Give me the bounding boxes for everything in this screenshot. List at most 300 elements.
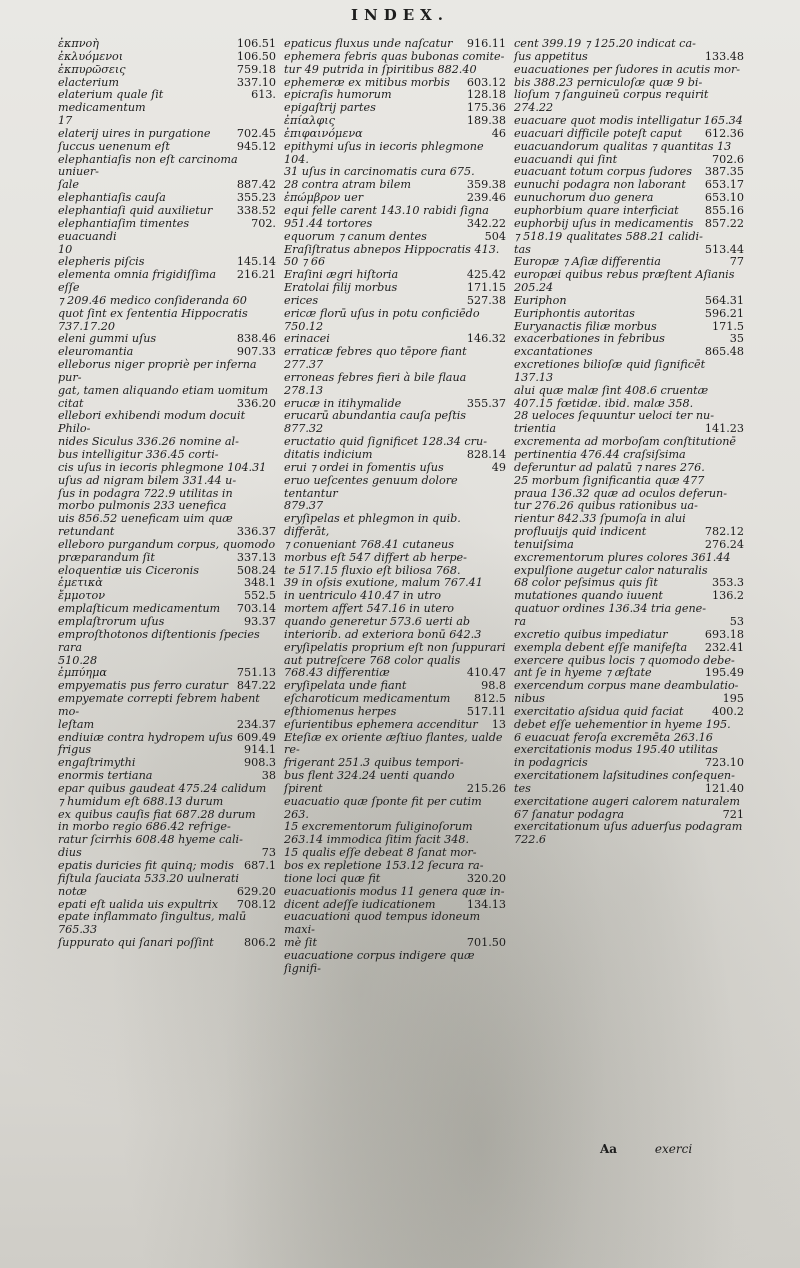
index-entry-text: tes xyxy=(514,781,531,795)
index-entry-text: 407.15 fœtidæ. ibid. malæ 358. xyxy=(514,396,694,410)
index-entry-reference: 35 xyxy=(729,332,744,346)
index-entry-text: elacterium xyxy=(58,75,119,89)
index-entry-text: epati eſt ualida uis expultrix xyxy=(58,897,219,911)
index-entry-text: exacerbationes in febribus xyxy=(514,332,665,346)
index-entry-text: engaſtrimythi xyxy=(58,756,136,770)
index-entry-reference: 336.20 xyxy=(236,396,276,410)
index-entry-text: eryſipelata unde fiant xyxy=(284,679,407,693)
index-entry-reference: 73 xyxy=(261,846,276,860)
index-entry-reference: 128.18 xyxy=(466,88,506,102)
index-entry-text: emproſthotonos diſtentionis ſpecies rara xyxy=(58,627,260,654)
index-entry-text: ratur ſcirrhis 608.48 hyeme cali- xyxy=(58,833,243,847)
index-entry-text: enormis tertiana xyxy=(58,769,153,783)
index-entry-text: bus intelligitur 336.45 corti- xyxy=(58,448,219,461)
index-entry-reference: 527.38 xyxy=(466,293,506,307)
index-entry-text: 510.28 xyxy=(58,653,98,667)
index-column-2 xyxy=(284,38,506,976)
index-entry-reference: 348.1 xyxy=(243,576,276,590)
index-entry-text: elementa omnia frigidiſſima eſſe xyxy=(58,268,217,295)
index-entry-reference: 723.10 xyxy=(704,756,744,770)
index-entry-text: endiuiæ contra hydropem uſus xyxy=(58,730,233,744)
index-entry-reference: 629.20 xyxy=(236,884,276,898)
index-entry-text: euacuationi quod tempus idoneum maxi- xyxy=(284,910,481,937)
index-entry-reference: 751.13 xyxy=(236,666,276,680)
index-entry-reference: 828.14 xyxy=(466,448,506,461)
index-entry-text: tur 49 putrida in ſpiritibus 882.40 xyxy=(284,62,477,76)
index-entry-reference: 806.2 xyxy=(243,936,276,950)
index-entry-reference: 703.14 xyxy=(236,602,276,616)
index-entry-text: 50 ⁊ 66 xyxy=(284,255,326,269)
index-entry-text: frigerant 251.3 quibus tempori- xyxy=(284,756,464,770)
index-entry-text: citat xyxy=(58,396,84,410)
index-entry-text: bos ex repletione 153.12 ſecura ra- xyxy=(284,859,484,872)
index-entry-text: præparandum ſit xyxy=(58,550,155,564)
catchword: exerci xyxy=(654,1142,693,1156)
index-entry-reference: 136.2 xyxy=(711,589,744,603)
index-entry-text: eloquentiæ uis Ciceronis xyxy=(58,563,199,577)
index-entry-reference: 887.42 xyxy=(236,178,276,192)
index-entry-reference: 146.32 xyxy=(466,332,506,346)
index-entry-text: 15 qualis eſſe debeat 8 ſanat mor- xyxy=(284,846,477,860)
index-entry-text: mè ſit xyxy=(284,936,317,950)
index-entry-text: ephemeræ ex mitibus morbis xyxy=(284,75,450,89)
index-entry-text: europæi quibus rebus præſtent Aſianis xyxy=(514,268,735,282)
index-entry-reference: 175.36 xyxy=(466,101,506,115)
index-entry-text: 951.44 tortores xyxy=(284,216,373,230)
index-entry-reference: 907.33 xyxy=(236,345,276,359)
index-entry xyxy=(514,834,744,847)
index-entry-text: elephantiaſis non eſt carcinoma uniuer- xyxy=(58,152,238,179)
index-entry xyxy=(284,410,506,436)
index-entry-text: retundant xyxy=(58,525,115,539)
index-entry-reference: 216.21 xyxy=(236,268,276,282)
index-entry-text: 28 ueloces ſequuntur ueloci ter nu- xyxy=(514,409,715,423)
index-entry-text: equorum ⁊ canum dentes xyxy=(284,229,427,243)
index-entry-reference: 612.36 xyxy=(704,126,744,140)
page-footer xyxy=(600,1142,740,1156)
index-entry-text: ephemera febris quas bubonas comite- xyxy=(284,49,505,63)
index-entry-text: mortem affert 547.16 in utero xyxy=(284,602,455,616)
index-entry-reference: 847.22 xyxy=(236,679,276,693)
index-entry xyxy=(58,693,276,719)
index-entry-text: Eratolai filij morbus xyxy=(284,281,398,295)
index-entry-text: epigaſtrij partes xyxy=(284,101,376,115)
index-entry xyxy=(284,475,506,501)
index-entry-reference: 276.24 xyxy=(704,537,744,551)
index-entry xyxy=(284,308,506,334)
index-entry-text: elephantiaſim timentes euacuandi xyxy=(58,216,190,243)
signature-mark: Aa xyxy=(600,1142,618,1156)
index-entry-reference: 338.52 xyxy=(236,203,276,217)
index-entry-text: fiſtula ſauciata 533.20 uulnerati xyxy=(58,871,239,885)
index-entry-text: tur 276.26 quibus rationibus ua- xyxy=(514,499,698,513)
index-entry xyxy=(58,873,276,886)
index-entry-reference: 355.37 xyxy=(466,396,506,410)
index-entry-text: ⁊ conueniant 768.41 cutaneus xyxy=(284,537,454,551)
index-entry-text: dius xyxy=(58,846,82,860)
index-entry-text: erices xyxy=(284,293,319,307)
index-entry-text: excrementorum plures colores 361.44 xyxy=(514,550,731,564)
index-entry-reference: 355.23 xyxy=(236,191,276,205)
index-entry-text: morbus eſt 547 differt ab herpe- xyxy=(284,550,467,564)
index-entry xyxy=(58,937,276,950)
index-entry-reference: 134.13 xyxy=(466,897,506,911)
index-entry-reference: 141.23 xyxy=(704,422,744,436)
index-entry-text: euacuationes per ſudores in acutis mor- xyxy=(514,62,741,76)
index-entry-text: ex quibus cauſis fiat 687.28 durum xyxy=(58,807,256,821)
index-entry-text: 205.24 xyxy=(514,281,554,295)
index-entry-text: eryſipelatis proprium eſt non ſuppurari xyxy=(284,640,506,654)
index-entry-text: eleni gummi uſus xyxy=(58,332,157,346)
index-entry-text: ἐμπύημα xyxy=(58,666,107,680)
index-entry-text: deferuntur ad palatū ⁊ nares 276. xyxy=(514,460,705,474)
index-entry xyxy=(284,732,506,758)
index-entry-text: excrementa ad morboſam conſtitutionē xyxy=(514,435,737,449)
index-entry-text: frigus xyxy=(58,743,92,757)
index-entry-text: cis uſus in iecoris phlegmone 104.31 xyxy=(58,460,267,474)
index-entry-reference: 613. xyxy=(251,88,276,102)
index-entry-text: trientia xyxy=(514,422,556,436)
index-entry-reference: 782.12 xyxy=(704,525,744,539)
index-entry-text: uſus ad nigram bilem 331.44 u- xyxy=(58,473,237,487)
index-entry-text: ⁊ 518.19 qualitates 588.21 calidi- xyxy=(514,229,703,243)
index-entry-text: quot ſint ex ſententia Hippocratis xyxy=(58,306,248,320)
index-entry-reference: 855.16 xyxy=(704,203,744,217)
index-entry-reference: 517.11 xyxy=(466,704,506,718)
index-entry-text: ſus appetitus xyxy=(514,49,588,63)
index-entry-text: alui quæ malæ ſint 408.6 cruentæ xyxy=(514,383,709,397)
index-entry-reference: 425.42 xyxy=(466,268,506,282)
index-entry-reference: 552.5 xyxy=(243,589,276,603)
index-entry-text: epate inflammato ſingultus, malū 765.33 xyxy=(58,910,247,937)
index-entry-text: ἐκλυόμενοι xyxy=(58,49,124,63)
index-entry-text: Euriphontis autoritas xyxy=(514,306,635,320)
index-entry-text: profluuijs quid indicent xyxy=(514,525,647,539)
index-entry-text: ſuppurato qui ſanari poſſint xyxy=(58,936,214,950)
index-entry-text: 274.22 xyxy=(514,101,554,115)
index-entry xyxy=(514,821,744,834)
index-entry-text: eſthiomenus herpes xyxy=(284,704,397,718)
index-entry-text: euphorbij uſus in medicamentis xyxy=(514,216,694,230)
index-entry-text: exercendum corpus mane deambulatio- xyxy=(514,679,739,693)
index-entry xyxy=(284,141,506,167)
index-entry-text: te 517.15 fluxio eſt biliosa 768. xyxy=(284,563,461,577)
index-entry-text: tas xyxy=(514,242,531,256)
index-entry-reference: 857.22 xyxy=(704,216,744,230)
index-entry-text: Eraſini ægri hiſtoria xyxy=(284,268,399,282)
index-entry-text: epaticus fluxus unde naſcatur xyxy=(284,37,453,50)
index-entry xyxy=(58,89,276,115)
index-entry-text: 31 uſus in carcinomatis cura 675. xyxy=(284,165,475,179)
index-entry-text: erroneas febres fieri à bile flaua 278.13 xyxy=(284,370,467,397)
index-entry-reference: 337.13 xyxy=(236,550,276,564)
index-entry-reference: 513.44 xyxy=(704,242,744,256)
index-entry xyxy=(284,513,506,539)
index-entry-text: 879.37 xyxy=(284,499,324,513)
index-entry xyxy=(284,346,506,372)
index-entry-text: erucarū abundantia cauſa peſtis 877.32 xyxy=(284,409,467,436)
index-entry-text: ἔμμοτον xyxy=(58,589,106,603)
index-entry-reference: 708.12 xyxy=(236,897,276,911)
index-entry-text: Euryanactis filiæ morbus xyxy=(514,319,657,333)
index-entry-text: excantationes xyxy=(514,345,593,359)
index-entry-reference: 609.49 xyxy=(236,730,276,744)
index-entry-text: elleborus niger propriè per inferna pur- xyxy=(58,358,257,384)
index-entry-text: bis 388.23 perniculoſæ quæ 9 bi- xyxy=(514,75,703,89)
index-entry xyxy=(58,154,276,180)
index-entry-text: epicraſis humorum xyxy=(284,88,392,102)
index-entry-text: epithymi uſus in iecoris phlegmone 104. xyxy=(284,139,484,166)
index-entry-text: ⁊ 209.46 medico conſideranda 60 xyxy=(58,293,247,307)
index-entry-text: elleboro purgandum corpus, quomodo xyxy=(58,537,276,551)
index-entry-text: expulſione augetur calor naturalis xyxy=(514,563,708,577)
index-entry xyxy=(284,911,506,937)
index-entry xyxy=(58,385,276,398)
index-entry-text: excretio quibus impediatur xyxy=(514,627,668,641)
index-entry-text: euacuant totum corpus ſudores xyxy=(514,165,692,179)
index-entry-text: 10 xyxy=(58,242,73,256)
index-entry-reference: 320.20 xyxy=(466,871,506,885)
index-entry-text: emplaſtrorum uſus xyxy=(58,614,165,628)
index-entry-text: Euriphon xyxy=(514,293,567,307)
index-entry-text: euacuari difficile poteſt caput xyxy=(514,126,682,140)
index-entry-text: euacuationis modus 11 genera quæ in- xyxy=(284,884,505,898)
index-entry-text: ſpirent xyxy=(284,781,323,795)
index-entry-reference: 693.18 xyxy=(704,627,744,641)
index-entry-text: 25 morbum ſignificantia quæ 477 xyxy=(514,473,705,487)
index-entry-reference: 410.47 xyxy=(466,666,506,680)
index-entry-text: interiorib. ad exteriora bonū 642.3 xyxy=(284,627,482,641)
index-entry xyxy=(514,231,744,244)
index-entry-reference: 13 xyxy=(491,717,506,731)
index-entry xyxy=(284,950,506,976)
index-entry-text: euacuatio quæ ſponte fit per cutim 263. xyxy=(284,794,482,821)
index-entry-text: in morbo regio 686.42 refrige- xyxy=(58,820,231,834)
index-entry-reference: 106.50 xyxy=(236,49,276,63)
index-entry xyxy=(514,770,744,783)
index-entry-reference: 653.10 xyxy=(704,191,744,205)
index-entry-text: eructatio quid ſignificet 128.34 cru- xyxy=(284,435,487,449)
index-entry-text: erinacei xyxy=(284,332,330,346)
index-entry xyxy=(58,834,276,847)
index-entry-reference: 171.5 xyxy=(711,319,744,333)
index-entry-reference: 812.5 xyxy=(473,692,506,706)
index-entry-reference: 195 xyxy=(722,692,744,706)
index-entry-text: erui ⁊ ordei in fomentis uſus xyxy=(284,460,444,474)
index-entry-text: ἐπίαλφις xyxy=(284,114,335,128)
index-entry-reference: 721 xyxy=(722,807,744,821)
index-entry-reference: 508.24 xyxy=(236,563,276,577)
index-entry-text: tenuiſsima xyxy=(514,537,574,551)
index-entry-text: euacuandi qui ſint xyxy=(514,152,618,166)
index-entry-text: 28 contra atram bilem xyxy=(284,178,411,192)
index-entry-reference: 121.40 xyxy=(704,781,744,795)
index-entry-text: nides Siculus 336.26 nomine al- xyxy=(58,435,239,449)
index-entry-text: euacuatione corpus indigere quæ ſignifi- xyxy=(284,948,475,975)
index-entry-text: pertinentia 476.44 craſsiſsima xyxy=(514,448,686,461)
index-entry-text: ellebori exhibendi modum docuit Philo- xyxy=(58,409,246,436)
index-entry xyxy=(284,796,506,822)
index-entry-text: emplaſticum medicamentum xyxy=(58,602,221,616)
index-entry-text: ἐμετικὰ xyxy=(58,576,103,590)
index-entry-text: in uentriculo 410.47 in utro xyxy=(284,589,441,603)
index-entry-text: quando generetur 573.6 uerti ab xyxy=(284,614,471,628)
index-entry-reference: 653.17 xyxy=(704,178,744,192)
index-entry-text: ſale xyxy=(58,178,80,192)
index-entry-text: empyematis pus ferro curatur xyxy=(58,679,228,693)
index-entry-reference: 337.10 xyxy=(236,75,276,89)
index-entry-reference: 865.48 xyxy=(704,345,744,359)
index-entry-reference: 171.15 xyxy=(466,281,506,295)
index-entry-reference: 596.21 xyxy=(704,306,744,320)
index-entry-text: ἐπώμβρον uer xyxy=(284,191,364,205)
index-entry-text: uis 856.52 ueneficam uim quæ xyxy=(58,512,233,526)
index-entry-text: ἐκπνοὴ xyxy=(58,37,99,50)
index-entry-text: eruo ueſcentes genuum dolore tentantur xyxy=(284,473,458,500)
index-entry-text: nibus xyxy=(514,692,545,706)
index-entry-text: Eraſiſtratus abnepos Hippocratis 413. xyxy=(284,242,500,256)
index-entry-reference: 908.3 xyxy=(243,756,276,770)
index-entry-reference: 838.46 xyxy=(236,332,276,346)
index-entry-reference: 914.1 xyxy=(243,743,276,757)
index-entry-reference: 38 xyxy=(261,769,276,783)
index-entry-text: ἐπιφαινόμενα xyxy=(284,126,363,140)
index-entry-reference: 702.45 xyxy=(236,126,276,140)
index-entry-text: empyemate correpti febrem habent mo- xyxy=(58,692,260,718)
index-entry-text: bus flent 324.24 uenti quando xyxy=(284,769,455,783)
index-entry-text: eleuromantia xyxy=(58,345,134,359)
index-entry-text: 39 in oſsis exutione, malum 767.41 xyxy=(284,576,483,590)
index-entry-text: ditatis indicium xyxy=(284,448,373,461)
index-entry xyxy=(58,359,276,385)
index-entry-text: exercere quibus locis ⁊ quomodo debe- xyxy=(514,653,735,667)
index-entry-text: ſuccus uenenum eſt xyxy=(58,139,170,153)
index-entry-text: ra xyxy=(514,614,527,628)
index-entry-text: 6 euacuat feroſa excremēta 263.16 xyxy=(514,730,713,744)
index-entry-reference: 702.6 xyxy=(711,152,744,166)
index-entry-reference: 945.12 xyxy=(236,139,276,153)
index-entry-reference: 353.3 xyxy=(711,576,744,590)
index-entry-reference: 46 xyxy=(491,126,506,140)
index-entry-reference: 564.31 xyxy=(704,293,744,307)
index-entry-text: erraticæ febres quo tēpore fiant 277.37 xyxy=(284,345,467,372)
index-entry-reference: 387.35 xyxy=(704,165,744,179)
index-entry-text: elephantiaſi quid auxilietur xyxy=(58,203,213,217)
index-entry-text: eunuchorum duo genera xyxy=(514,191,654,205)
index-entry-reference: 687.1 xyxy=(243,859,276,872)
index-entry xyxy=(514,603,744,616)
index-entry-text: rientur 842.33 ſpumoſa in alui xyxy=(514,512,686,526)
index-entry-text: ⁊ humidum eſt 688.13 durum xyxy=(58,794,224,808)
index-entry-text: elaterium quale ſit medicamentum xyxy=(58,88,164,115)
index-entry-text: 67 ſanatur podagra xyxy=(514,807,624,821)
index-entry-text: excretiones bilioſæ quid ſignificēt 137.13 xyxy=(514,358,706,384)
index-entry-reference: 342.22 xyxy=(466,216,506,230)
index-entry-reference: 106.51 xyxy=(236,37,276,50)
index-column-1 xyxy=(58,38,276,950)
index-entry-text: ἐκπυρῶσεις xyxy=(58,62,126,76)
index-entry-text: euphorbium quare interficiat xyxy=(514,203,679,217)
index-entry-reference: 336.37 xyxy=(236,525,276,539)
index-entry xyxy=(58,269,276,295)
index-entry-text: elepheris piſcis xyxy=(58,255,145,269)
index-entry-reference: 215.26 xyxy=(466,781,506,795)
index-entry-text: exercitationis modus 195.40 utilitas xyxy=(514,743,718,757)
index-entry-text: exercitationem laſsitudines conſequen- xyxy=(514,769,735,783)
index-entry xyxy=(58,410,276,436)
index-entry-text: exercitatione augeri calorem naturalem xyxy=(514,794,741,808)
index-entry-text: mutationes quando iuuent xyxy=(514,589,663,603)
index-entry-text: elaterij uires in purgatione xyxy=(58,126,211,140)
index-entry-text: 263.14 immodica ſitim facit 348. xyxy=(284,833,470,847)
index-entry-reference: 93.37 xyxy=(243,614,276,628)
index-entry xyxy=(514,359,744,385)
index-entry xyxy=(58,629,276,655)
index-entry-text: gat, tamen aliquando etiam uomitum xyxy=(58,383,269,397)
index-entry-text: 768.43 differentiæ xyxy=(284,666,390,680)
index-entry-text: eſcharoticum medicamentum xyxy=(284,692,451,706)
index-entry-text: eſurientibus ephemera accenditur xyxy=(284,717,478,731)
index-entry-text: exempla debent eſſe manifeſta xyxy=(514,640,688,654)
index-entry-text: quatuor ordines 136.34 tria gene- xyxy=(514,602,707,616)
index-entry-text: epatis duricies fit quinq; modis xyxy=(58,859,234,872)
index-entry-text: aut putreſcere 768 color qualis xyxy=(284,653,461,667)
index-entry-text: leſtam xyxy=(58,717,95,731)
index-entry-text: Eteſiæ ex oriente æſtiuo flantes, ualde re- xyxy=(284,730,503,757)
index-entry xyxy=(58,218,276,244)
index-entry-text: notæ xyxy=(58,884,87,898)
index-entry-text: in podagricis xyxy=(514,756,588,770)
index-entry-reference: 53 xyxy=(729,614,744,628)
index-entry-text: elephantiaſis cauſa xyxy=(58,191,166,205)
index-entry-text: euacuare quot modis intelligatur 165.34 xyxy=(514,114,743,128)
index-entry-text: praua 136.32 quæ ad oculos deferun- xyxy=(514,486,728,500)
index-entry-reference: 759.18 xyxy=(236,62,276,76)
index-entry-reference: 234.37 xyxy=(236,717,276,731)
index-entry xyxy=(58,911,276,937)
index-entry-text: 737.17.20 xyxy=(58,319,115,333)
index-entry-text: euacuandorum qualitas ⁊ quantitas 13 xyxy=(514,139,732,153)
index-entry-text: epar quibus gaudeat 475.24 calidum xyxy=(58,781,267,795)
index-entry-reference: 239.46 xyxy=(466,191,506,205)
index-entry-text: exercitationum uſus aduerſus podagram xyxy=(514,820,743,834)
index-entry-text: dicent adeſſe iudicationem xyxy=(284,897,436,911)
index-entry xyxy=(514,680,744,693)
index-entry-reference: 133.48 xyxy=(704,49,744,63)
index-entry-text: ant ſe in hyeme ⁊ æſtate xyxy=(514,666,652,680)
index-entry-text: cent 399.19 ⁊ 125.20 indicat ca- xyxy=(514,37,696,50)
index-entry-reference: 49 xyxy=(491,460,506,474)
index-entry-reference: 400.2 xyxy=(711,704,744,718)
index-entry-text: exercitatio aſsidua quid faciat xyxy=(514,704,684,718)
index-entry-reference: 195.49 xyxy=(704,666,744,680)
index-entry-text: 722.6 xyxy=(514,833,547,847)
index-entry-reference: 702. xyxy=(251,216,276,230)
index-entry-text: ericæ florū uſus in potu conficiēdo 750.12 xyxy=(284,306,480,333)
index-entry-reference: 701.50 xyxy=(466,936,506,950)
index-entry-reference: 77 xyxy=(729,255,744,269)
index-entry-text: morbo pulmonis 233 uenefica xyxy=(58,499,227,513)
index-entry-reference: 504 xyxy=(484,229,506,243)
index-entry-text: erucæ in itihymalide xyxy=(284,396,402,410)
index-entry-reference: 145.14 xyxy=(236,255,276,269)
index-entry-reference: 98.8 xyxy=(481,679,506,693)
index-entry-text: eryſipelas et phlegmon in quib. differāt, xyxy=(284,512,461,539)
index-entry-text: eunuchi podagra non laborant xyxy=(514,178,686,192)
index-entry-text: debet eſſe uehementior in hyeme 195. xyxy=(514,717,731,731)
index-entry-reference: 603.12 xyxy=(466,75,506,89)
index-column-3 xyxy=(514,38,744,847)
